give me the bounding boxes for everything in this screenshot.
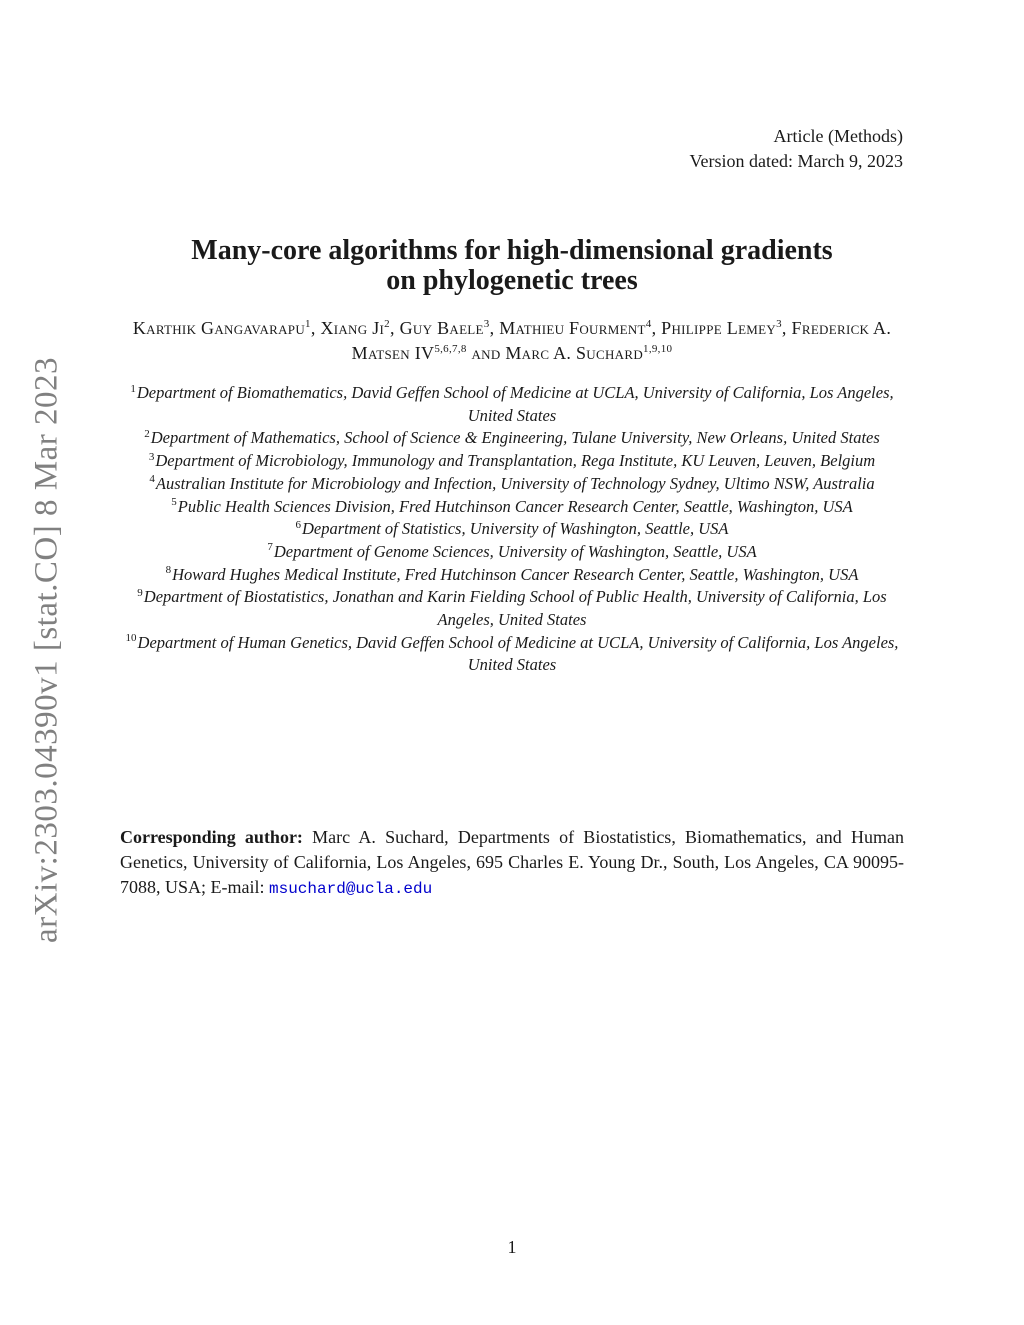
affiliation-text: Department of Microbiology, Immunology and Transplantation, Rega Institute, KU Leuven, Leuven, Belgium bbox=[155, 451, 876, 471]
affiliation-number: 3 bbox=[148, 450, 155, 463]
article-header-meta bbox=[690, 124, 903, 174]
author-separator: , bbox=[389, 318, 400, 338]
author-affiliation-marker: 1 bbox=[305, 318, 311, 330]
author-name: Philippe Lemey bbox=[661, 318, 777, 338]
affiliation-list bbox=[120, 382, 904, 677]
author-separator: and bbox=[466, 343, 506, 363]
title-line-2: on phylogenetic trees bbox=[386, 265, 638, 296]
corresponding-author-label: Corresponding author: bbox=[120, 827, 303, 847]
author-name: Mathieu Fourment bbox=[499, 318, 646, 338]
affiliation-text: Howard Hughes Medical Institute, Fred Hutchinson Cancer Research Center, Seattle, Washington, USA bbox=[172, 564, 859, 584]
affiliation-text: Australian Institute for Microbiology and Infection, University of Technology Sydney, Ultimo NSW, Australia bbox=[155, 473, 875, 493]
affiliation-number: 1 bbox=[130, 382, 136, 395]
author-separator: , bbox=[651, 318, 662, 338]
version-date: Version dated: March 9, 2023 bbox=[689, 151, 903, 171]
affiliation-number: 8 bbox=[165, 564, 172, 577]
affiliation-item bbox=[120, 427, 904, 450]
author-affiliation-marker: 2 bbox=[384, 318, 390, 330]
title-line-1: Many-core algorithms for high-dimensional gradients bbox=[191, 235, 833, 266]
author-affiliation-marker: 3 bbox=[776, 318, 782, 330]
affiliation-item bbox=[120, 541, 904, 564]
page-number: 1 bbox=[507, 1237, 517, 1257]
author-affiliation-marker: 4 bbox=[645, 318, 652, 330]
affiliation-item bbox=[120, 450, 904, 473]
affiliation-item bbox=[120, 496, 904, 519]
affiliation-text: Department of Biomathematics, David Geffen School of Medicine at UCLA, University of California, Los Angeles, United States bbox=[136, 383, 894, 425]
affiliation-item bbox=[120, 586, 904, 631]
affiliation-item bbox=[120, 382, 904, 427]
author-affiliation-marker: 1,9,10 bbox=[643, 343, 673, 355]
affiliation-item bbox=[120, 518, 904, 541]
affiliation-item bbox=[120, 473, 904, 496]
author-separator: , bbox=[310, 318, 321, 338]
affiliation-text: Department of Human Genetics, David Geffen School of Medicine at UCLA, University of California, Los Angeles, United States bbox=[137, 632, 899, 675]
affiliation-number: 2 bbox=[144, 427, 150, 440]
affiliation-number: 4 bbox=[149, 473, 155, 486]
author-affiliation-marker: 5,6,7,8 bbox=[434, 343, 467, 355]
author-name: Karthik Gangavarapu bbox=[132, 318, 306, 338]
author-affiliation-marker: 3 bbox=[483, 318, 490, 330]
author-name: Xiang Ji bbox=[320, 318, 385, 338]
author-separator: , bbox=[489, 318, 500, 338]
affiliation-text: Department of Genome Sciences, University of Washington, Seattle, USA bbox=[273, 541, 757, 561]
affiliation-number: 6 bbox=[295, 518, 301, 531]
affiliation-text: Department of Biostatistics, Jonathan and Karin Fielding School of Public Health, University of California, Los Angeles, United States bbox=[143, 587, 887, 630]
affiliation-item bbox=[120, 564, 904, 587]
email-link[interactable]: msuchard@ucla.edu bbox=[269, 880, 433, 898]
affiliation-text: Department of Mathematics, School of Science & Engineering, Tulane University, New Orleans, United States bbox=[150, 428, 880, 448]
affiliation-number: 7 bbox=[267, 541, 273, 554]
author-name: Marc A. Suchard bbox=[505, 343, 644, 363]
affiliation-text: Department of Statistics, University of Washington, Seattle, USA bbox=[301, 519, 729, 539]
paper-title bbox=[120, 236, 904, 296]
corresponding-author-block bbox=[120, 825, 904, 902]
author-name: Frederick A. Matsen IV bbox=[351, 318, 892, 363]
affiliation-number: 10 bbox=[125, 632, 137, 645]
article-type: Article (Methods) bbox=[773, 126, 903, 146]
author-name: Guy Baele bbox=[399, 318, 484, 338]
author-list bbox=[120, 316, 904, 366]
arxiv-identifier-stamp: arXiv:2303.04390v1 [stat.CO] 8 Mar 2023 bbox=[28, 357, 65, 943]
author-separator: , bbox=[781, 318, 792, 338]
affiliation-number: 5 bbox=[171, 496, 177, 509]
affiliation-item bbox=[120, 632, 904, 677]
affiliation-text: Public Health Sciences Division, Fred Hutchinson Cancer Research Center, Seattle, Washington, USA bbox=[177, 496, 853, 516]
affiliation-number: 9 bbox=[137, 586, 143, 599]
corresponding-author-text: Marc A. Suchard, Departments of Biostatistics, Biomathematics, and Human Genetics, University of California, Los Angeles, 695 Charles E. Young Dr., South, Los Angeles, CA 90095-7088, USA; E-mail: bbox=[120, 827, 904, 897]
